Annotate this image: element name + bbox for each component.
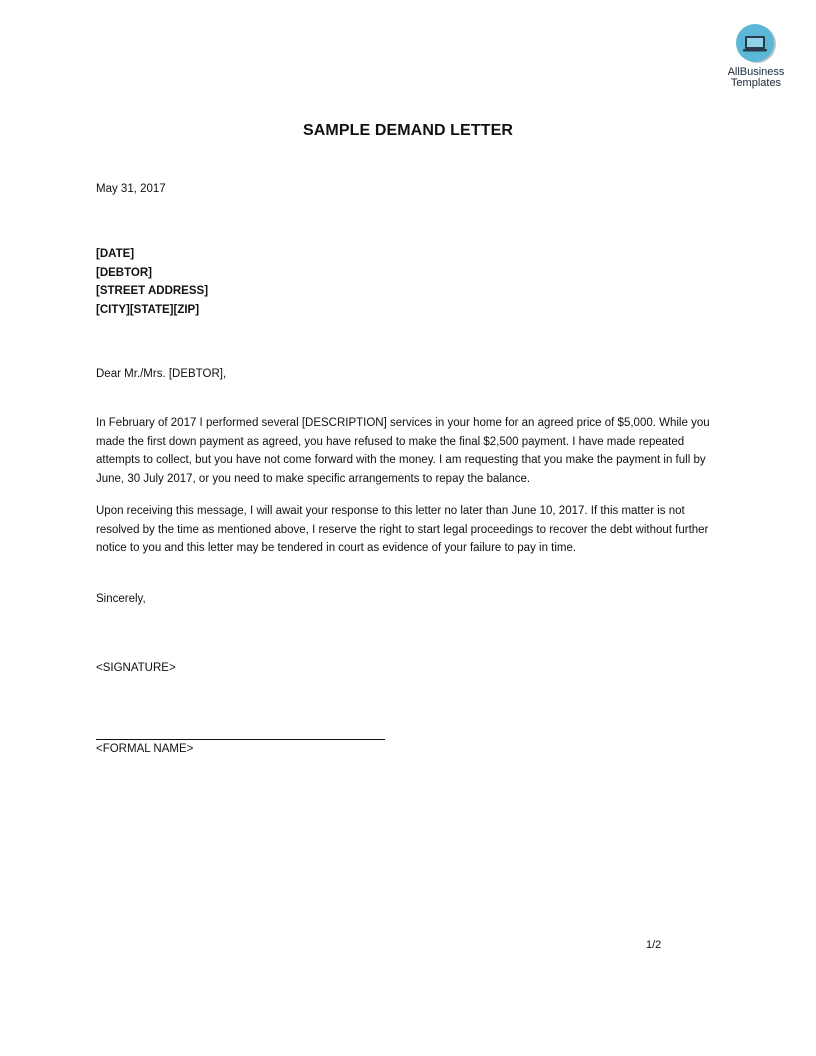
document-title: SAMPLE DEMAND LETTER	[303, 122, 513, 139]
recipient-address	[96, 245, 208, 319]
body-paragraph-1: In February of 2017 I performed several [DESCRIPTION] services in your home for an agreed price of $5,000. While you made the first down payment as agreed, you have refused to make the final $2,500 payment. I have made repeated attempts to collect, but you have not come forward with the money. I am requesting that you make the payment in full by June, 30 July 2017, or you need to make specific arrangements to repay the balance.	[96, 417, 710, 485]
page-number: 1/2	[646, 939, 662, 951]
formal-name-placeholder: <FORMAL NAME>	[96, 743, 194, 755]
address-date: [DATE]	[96, 248, 135, 260]
address-city: [CITY][STATE][ZIP]	[96, 303, 200, 316]
salutation: Dear Mr./Mrs. [DEBTOR],	[96, 368, 227, 380]
address-street: [STREET ADDRESS]	[96, 285, 209, 298]
laptop-icon	[736, 24, 776, 64]
body-paragraph-2: Upon receiving this message, I will await your response to this letter no later than June 10, 2017. If this matter is not resolved by the time as mentioned above, I reserve the right to start legal proceedings to recover the debt without further notice to you and this letter may be tendered in court as evidence of your failure to pay in time.	[96, 505, 709, 555]
signature-placeholder: <SIGNATURE>	[96, 662, 176, 674]
address-debtor: [DEBTOR]	[96, 266, 153, 279]
closing: Sincerely,	[96, 593, 146, 605]
allbusiness-templates-logo	[716, 24, 796, 89]
letter-date: May 31, 2017	[96, 183, 166, 195]
logo-text-line2: Templates	[730, 77, 782, 89]
logo-text-line1: AllBusiness	[727, 66, 785, 78]
